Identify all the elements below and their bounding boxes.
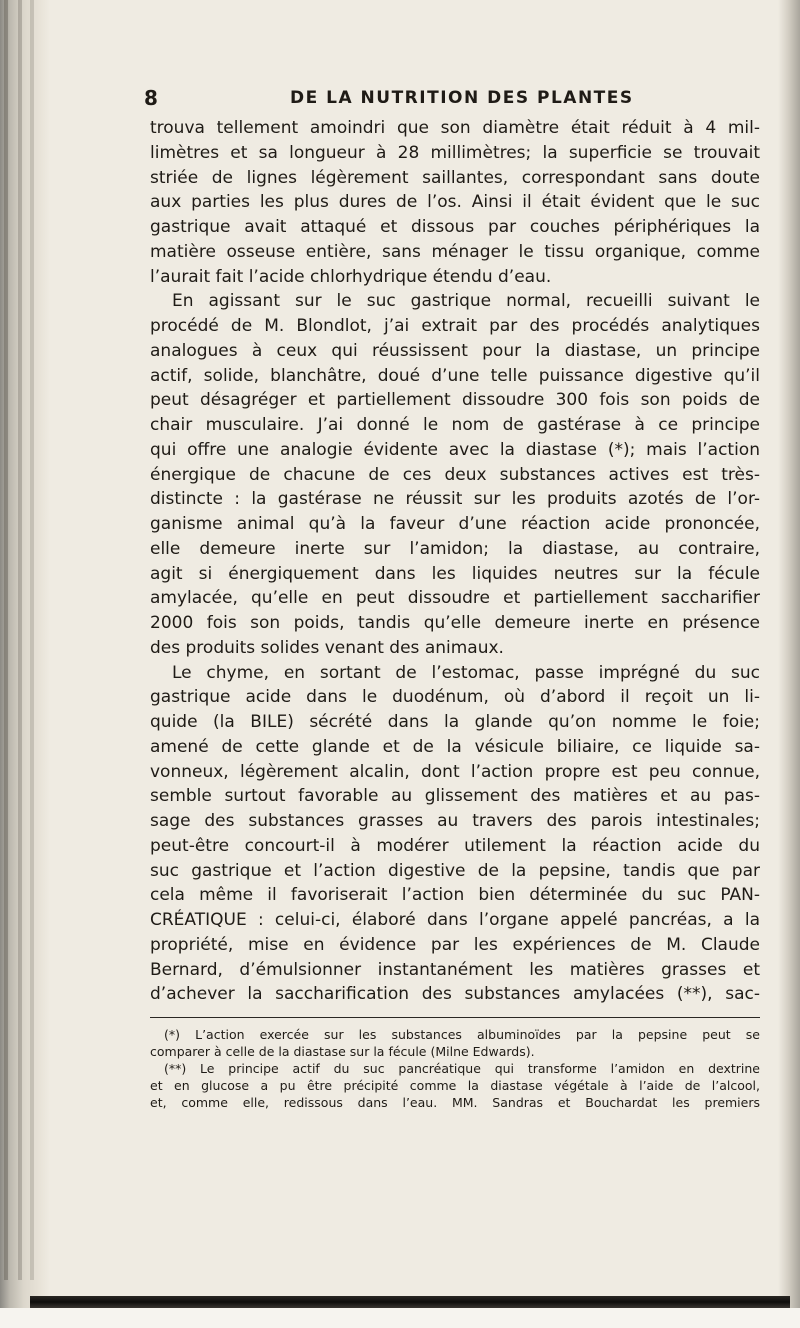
binding-strip	[4, 0, 8, 1280]
text-line: d’achever la saccharification des substances amylacées (**), sac-	[150, 984, 760, 1005]
text-line: énergique de chacune de ces deux substances actives est très-	[150, 464, 760, 485]
text-line: cela même il favoriserait l’action bien déterminée du suc PAN-	[150, 885, 760, 906]
page-content	[144, 86, 760, 1111]
text-line: quide (la BILE) sécrété dans la glande qu’on nomme le foie;	[150, 712, 760, 732]
text-line: gastrique avait attaqué et dissous par couches périphériques la	[150, 217, 760, 237]
footnotes	[150, 1026, 760, 1111]
text-line: actif, solide, blanchâtre, doué d’une telle puissance digestive qu’il	[150, 365, 760, 386]
text-line: limètres et sa longueur à 28 millimètres; la superficie se trouvait	[150, 142, 760, 163]
text-line: analogues à ceux qui réussissent pour la diastase, un principe	[150, 340, 760, 361]
text-line: matière osseuse entière, sans ménager le tissu organique, comme	[150, 241, 760, 262]
body-text	[150, 116, 760, 1007]
binding-strip	[30, 0, 34, 1280]
text-line: des produits solides venant des animaux.	[150, 637, 504, 658]
text-line: distincte : la gastérase ne réussit sur les produits azotés de l’or-	[150, 489, 760, 510]
text-line: qui offre une analogie évidente avec la diastase (*); mais l’action	[150, 439, 760, 460]
page-header	[144, 86, 760, 116]
text-line: vonneux, légèrement alcalin, dont l’action propre est peu connue,	[150, 761, 760, 782]
text-line: 2000 fois son poids, tandis qu’elle demeure inerte en présence	[150, 613, 760, 633]
text-line: Le chyme, en sortant de l’estomac, passe imprégné du suc	[172, 662, 760, 683]
footnote-divider	[150, 1017, 760, 1018]
scan-bottom-dark-band	[30, 1296, 790, 1308]
text-line: chair musculaire. J’ai donné le nom de gastérase à ce principe	[150, 415, 760, 435]
text-line: suc gastrique et l’action digestive de la pepsine, tandis que par	[150, 860, 760, 881]
binding-strip	[18, 0, 22, 1280]
text-line: ganisme animal qu’à la faveur d’une réaction acide prononcée,	[150, 514, 760, 534]
page-number: 8	[144, 86, 158, 110]
footnote-line: et, comme elle, redissous dans l’eau. MM. Sandras et Bouchardat les premiers	[150, 1095, 760, 1110]
footnote-line: et en glucose a pu être précipité comme la diastase végétale à l’aide de l’alcool,	[150, 1078, 760, 1093]
text-line: striée de lignes légèrement saillantes, correspondant sans doute	[150, 167, 760, 188]
text-line: En agissant sur le suc gastrique normal, recueilli suivant le	[172, 291, 760, 312]
text-line: CRÉATIQUE : celui-ci, élaboré dans l’organe appelé pancréas, a la	[150, 910, 760, 930]
text-line: trouva tellement amoindri que son diamètre était réduit à 4 mil-	[150, 118, 760, 138]
text-line: gastrique acide dans le duodénum, où d’abord il reçoit un li-	[150, 687, 760, 708]
footnote-line: (**) Le principe actif du suc pancréatique qui transforme l’amidon en dextrine	[164, 1061, 760, 1076]
footnote-line: (*) L’action exercée sur les substances albuminoïdes par la pepsine peut se	[164, 1027, 760, 1042]
text-line: propriété, mise en évidence par les expériences de M. Claude	[150, 934, 760, 955]
text-line: agit si énergiquement dans les liquides neutres sur la fécule	[150, 563, 760, 584]
text-line: sage des substances grasses au travers des parois intestinales;	[150, 811, 760, 831]
text-line: peut désagréger et partiellement dissoudre 300 fois son poids de	[150, 390, 760, 411]
scan-bottom-margin	[0, 1308, 800, 1328]
text-line: amené de cette glande et de la vésicule biliaire, ce liquide sa-	[150, 736, 760, 757]
text-line: elle demeure inerte sur l’amidon; la diastase, au contraire,	[150, 538, 760, 559]
footnote-line: comparer à celle de la diastase sur la fécule (Milne Edwards).	[150, 1044, 535, 1059]
text-line: Bernard, d’émulsionner instantanément les matières grasses et	[150, 959, 760, 980]
text-line: aux parties les plus dures de l’os. Ainsi il était évident que le suc	[150, 192, 760, 213]
text-line: peut-être concourt-il à modérer utilement la réaction acide du	[150, 835, 760, 856]
page-right-edge-shadow	[778, 0, 800, 1328]
text-line: l’aurait fait l’acide chlorhydrique étendu d’eau.	[150, 266, 552, 287]
text-line: semble surtout favorable au glissement des matières et au pas-	[150, 786, 760, 807]
running-title: DE LA NUTRITION DES PLANTES	[290, 88, 634, 108]
text-line: amylacée, qu’elle en peut dissoudre et partiellement saccharifier	[150, 588, 760, 609]
text-line: procédé de M. Blondlot, j’ai extrait par des procédés analytiques	[150, 316, 760, 336]
